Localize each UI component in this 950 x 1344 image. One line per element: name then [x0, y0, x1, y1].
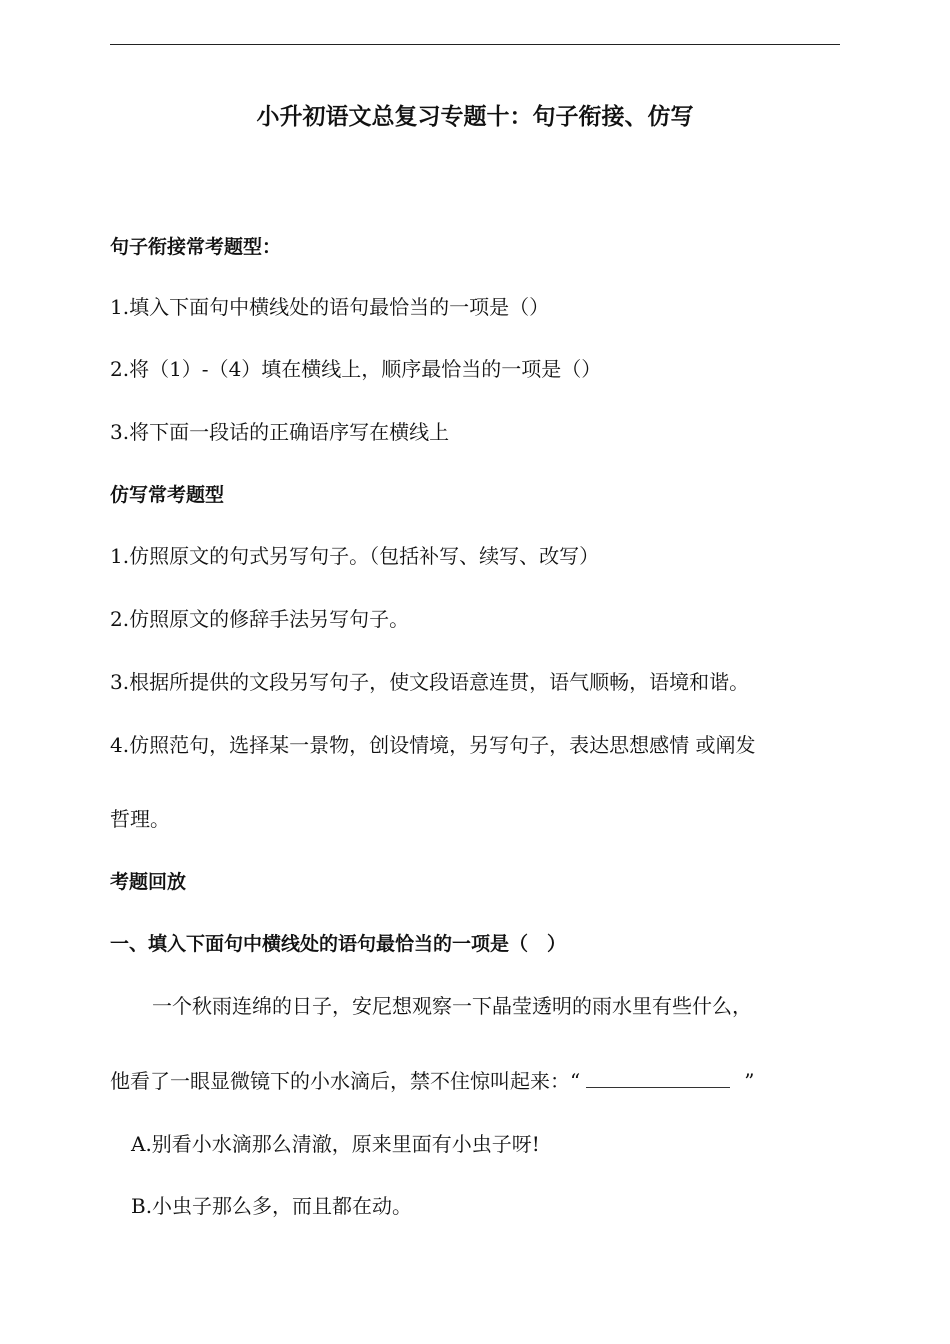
- imitate-item-1: 1.仿照原文的句式另写句子。（包括补写、续写、改写）: [110, 544, 600, 568]
- top-rule: [110, 44, 840, 45]
- section-heading-connect: 句子衔接常考题型：: [110, 236, 282, 258]
- answer-blank: [586, 1067, 730, 1088]
- imitate-item-3: 3.根据所提供的文段另写句子，使文段语意连贯，语气顺畅，语境和谐。: [110, 670, 750, 694]
- question-1-heading: 一、填入下面句中横线处的语句最恰当的一项是（ ）: [110, 933, 567, 955]
- paragraph-text-before-blank: 他看了一眼显微镜下的小水滴后，禁不住惊叫起来：“: [110, 1069, 581, 1093]
- imitate-item-4: 4.仿照范句，选择某一景物，创设情境，另写句子，表达思想感情 或阐发: [110, 733, 756, 757]
- connect-item-2: 2.将（1）-（4）填在横线上，顺序最恰当的一项是（）: [110, 357, 602, 381]
- imitate-item-2: 2.仿照原文的修辞手法另写句子。: [110, 607, 410, 631]
- question-1-paragraph-line-2: [110, 1067, 754, 1094]
- question-1-paragraph-line-1: 一个秋雨连绵的日子，安尼想观察一下晶莹透明的雨水里有些什么，: [152, 994, 752, 1018]
- section-heading-imitate: 仿写常考题型: [110, 484, 225, 506]
- connect-item-3: 3.将下面一段话的正确语序写在横线上: [110, 420, 450, 444]
- section-heading-review: 考题回放: [110, 871, 187, 893]
- connect-item-1: 1.填入下面句中横线处的语句最恰当的一项是（）: [110, 295, 550, 319]
- document-title: 小升初语文总复习专题十：句子衔接、仿写: [256, 104, 694, 130]
- option-b: B.小虫子那么多，而且都在动。: [131, 1194, 413, 1218]
- closing-quote: ”: [744, 1069, 755, 1093]
- option-a: A.别看小水滴那么清澈，原来里面有小虫子呀!: [131, 1132, 540, 1156]
- imitate-item-4-continued: 哲理。: [110, 807, 170, 831]
